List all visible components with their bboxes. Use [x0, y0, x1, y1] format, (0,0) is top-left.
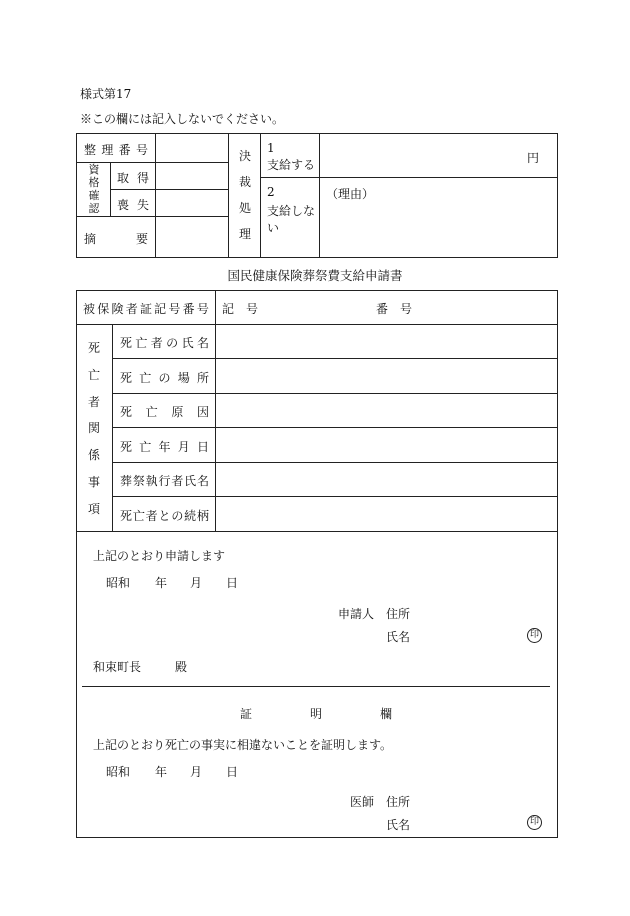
label-char: 証: [139, 302, 152, 316]
addressee-label: 和束町長: [93, 660, 142, 674]
death-date-label: [120, 438, 209, 455]
label-char: の: [166, 336, 179, 350]
application-statement: 上記のとおり申請します: [93, 549, 226, 563]
label-char: 記: [154, 302, 167, 316]
label-char: の: [171, 509, 184, 523]
doctor-label: 医師: [350, 795, 375, 809]
label-char: 亡: [132, 509, 145, 523]
label-char: 日: [196, 440, 209, 454]
col-line: [215, 290, 216, 531]
insurance-number-label: [83, 300, 209, 317]
reason-label: （理由）: [326, 187, 375, 201]
label-char: 氏: [181, 336, 194, 350]
doctor-address-label: 住所: [386, 795, 411, 809]
label-char: 番: [182, 302, 195, 316]
label-char: 摘: [84, 232, 97, 246]
label-char: 名: [196, 474, 209, 488]
label-char: 確: [88, 189, 100, 202]
label-char: 裁: [238, 175, 251, 189]
col-line: [155, 133, 156, 217]
label-char: 欄: [379, 707, 392, 721]
label-char: 因: [196, 405, 209, 419]
label-char: 原: [171, 405, 184, 419]
label-char: 亡: [135, 336, 148, 350]
label-char: 者: [125, 302, 138, 316]
option-2-label: 支給しない: [267, 204, 316, 236]
funeral-host-label: [120, 472, 209, 489]
row-line: [112, 496, 558, 497]
label-char: 得: [136, 171, 149, 185]
label-char: と: [158, 509, 171, 523]
death-place-label: [120, 369, 209, 386]
option-1-label: 支給する: [267, 158, 316, 172]
label-char: 場: [177, 371, 190, 385]
label-char: 亡: [145, 405, 158, 419]
application-day: 日: [226, 576, 239, 590]
label-char: 係: [87, 448, 100, 463]
row-line: [110, 189, 229, 190]
application-era: 昭和: [106, 576, 131, 590]
applicant-name-label: 氏名: [386, 630, 411, 644]
col-line: [155, 216, 156, 258]
label-char: 者: [145, 509, 158, 523]
label-char: 名: [196, 336, 209, 350]
label-char: 失: [136, 198, 149, 212]
label-char: 死: [87, 341, 100, 355]
label-char: 死: [120, 371, 133, 385]
form-number: 様式第17: [80, 87, 132, 101]
applicant-address-label: 住所: [386, 607, 411, 621]
label-char: 要: [135, 232, 148, 246]
label-char: 死: [120, 336, 133, 350]
row-line: [112, 462, 558, 463]
row-line: [112, 427, 558, 428]
label-char: 項: [87, 501, 100, 516]
label-char: 理: [101, 143, 114, 157]
doctor-name-label: 氏名: [386, 818, 411, 832]
kigou-label: 記 号: [222, 302, 259, 316]
label-char: 資: [88, 163, 100, 176]
label-char: 理: [238, 227, 251, 241]
label-char: 号: [168, 302, 181, 316]
deceased-name-label: [120, 334, 209, 351]
row-line: [76, 324, 558, 325]
label-char: 葬: [120, 474, 133, 488]
label-char: 行: [158, 474, 171, 488]
label-char: 者: [150, 336, 163, 350]
yen-label: 円: [527, 151, 540, 165]
col-line: [110, 162, 111, 217]
label-char: 保: [97, 302, 110, 316]
label-char: 明: [309, 707, 322, 721]
certification-year: 年: [155, 765, 168, 779]
row-line: [112, 393, 558, 394]
application-year: 年: [155, 576, 168, 590]
label-char: 号: [196, 302, 209, 316]
label-char: 死: [120, 509, 133, 523]
label-char: 執: [145, 474, 158, 488]
certification-title: [240, 705, 392, 722]
label-char: 処: [238, 201, 251, 215]
label-char: 決: [238, 149, 251, 163]
certification-day: 日: [226, 765, 239, 779]
label-char: 喪: [117, 198, 130, 212]
section-divider: [82, 686, 550, 687]
application-month: 月: [190, 576, 203, 590]
row-line: [76, 216, 229, 217]
office-use-note: ※この欄には記入しないでください。: [80, 112, 285, 126]
label-char: 取: [117, 171, 130, 185]
label-char: 年: [158, 440, 171, 454]
label-char: 番: [118, 143, 131, 157]
option-1-number: 1: [267, 141, 275, 155]
label-char: 死: [120, 405, 133, 419]
label-char: 者: [87, 394, 100, 409]
label-char: 祭: [132, 474, 145, 488]
relationship-label: [120, 507, 209, 524]
label-char: 所: [196, 371, 209, 385]
certification-month: 月: [190, 765, 203, 779]
label-char: 死: [120, 440, 133, 454]
row-line: [76, 531, 558, 532]
tekiyou-label: [84, 230, 148, 247]
label-char: 月: [177, 440, 190, 454]
honorific-label: 殿: [175, 660, 188, 674]
certification-era: 昭和: [106, 765, 131, 779]
label-char: 認: [88, 202, 100, 215]
label-char: 被: [83, 302, 96, 316]
soushitsu-label: [117, 196, 149, 213]
shutoku-label: [117, 169, 149, 186]
label-char: 亡: [139, 440, 152, 454]
option-2-number: 2: [267, 185, 275, 199]
row-line: [112, 358, 558, 359]
seiri-bangou-label: [84, 141, 148, 158]
label-char: 亡: [139, 371, 152, 385]
bangou-label: 番 号: [376, 302, 413, 316]
label-char: 柄: [196, 509, 209, 523]
label-char: 氏: [184, 474, 197, 488]
doctor-seal-icon: 印: [527, 815, 542, 830]
label-char: 関: [87, 421, 100, 436]
deceased-group-label: [86, 342, 102, 515]
applicant-seal-icon: 印: [527, 628, 542, 643]
label-char: 整: [84, 143, 97, 157]
kessai-shori-label: [237, 150, 253, 240]
label-char: 事: [87, 475, 100, 490]
label-char: 証: [240, 707, 253, 721]
label-char: 亡: [87, 367, 100, 382]
label-char: の: [158, 371, 171, 385]
death-cause-label: [120, 403, 209, 420]
shikaku-kakunin-label: [86, 164, 102, 214]
certification-statement: 上記のとおり死亡の事実に相違ないことを証明します。: [93, 738, 393, 752]
label-char: 号: [135, 143, 148, 157]
row-line: [260, 177, 320, 178]
form-title: 国民健康保険葬祭費支給申請書: [227, 268, 403, 283]
label-char: 格: [88, 176, 100, 189]
label-char: 者: [171, 474, 184, 488]
applicant-label: 申請人: [338, 607, 375, 621]
label-char: 続: [184, 509, 197, 523]
amount-box[interactable]: [319, 133, 558, 178]
label-char: 険: [111, 302, 124, 316]
